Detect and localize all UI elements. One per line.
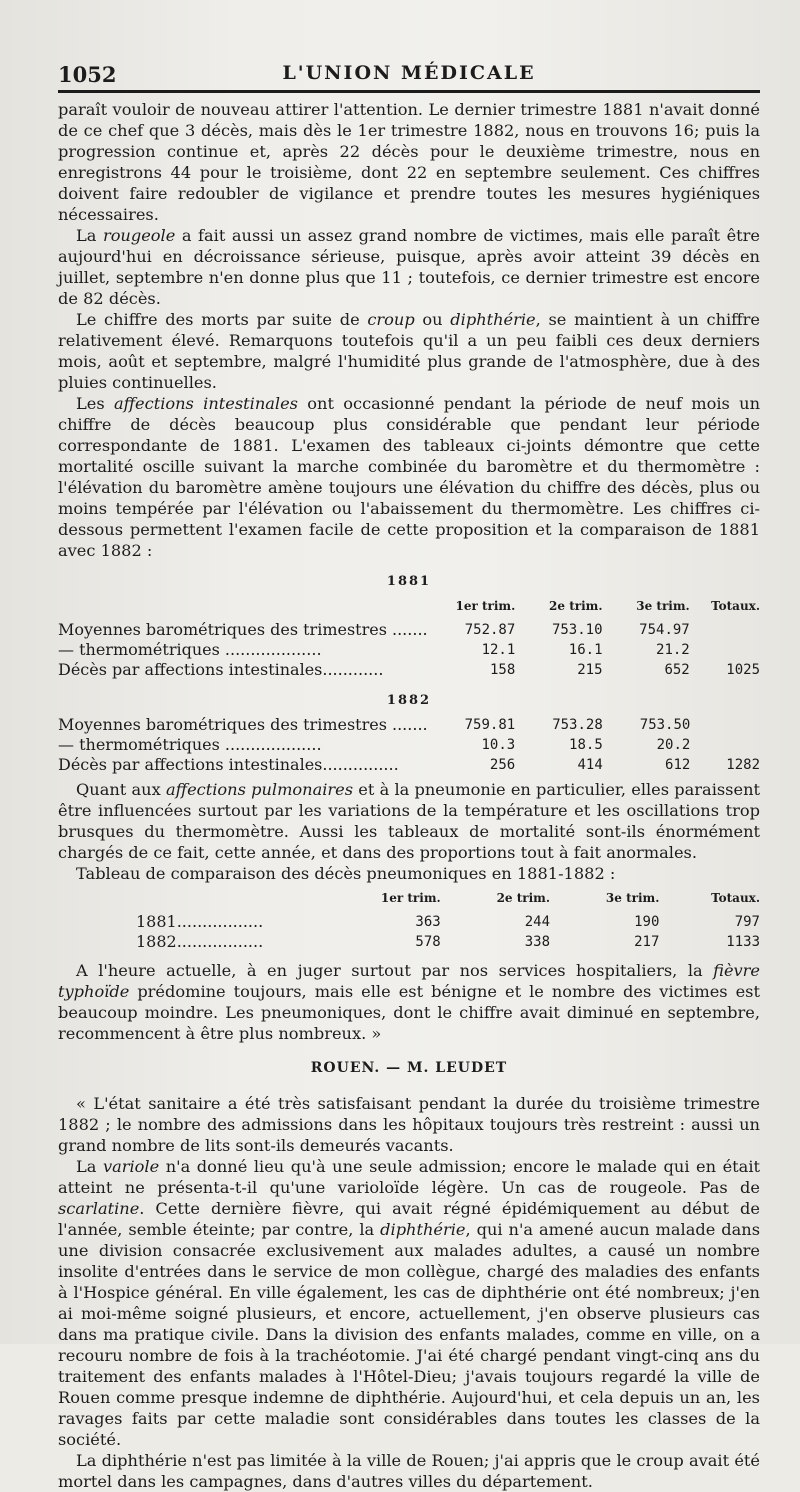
- paragraph-rouen-etat: « L'état sanitaire a été très satisfaisant pendant la durée du troisième trimestre 1882 ; le nombre des admissions dans les hôpitaux toujours très restreint : aussi un grand nombre de lits sont-ils demeurés vacants.: [58, 1094, 760, 1155]
- page-number: 1052: [58, 62, 117, 87]
- cell-value: 752.87: [464, 622, 516, 638]
- row-label: Décès par affections intestinales...............: [58, 755, 399, 774]
- cell-value: 797: [734, 914, 760, 930]
- italic-term: variole: [102, 1157, 160, 1176]
- text-run: n'a donné lieu qu'à une seule admission; encore le malade qui en était atteint ne présenta-t-il qu'une varioloïde légère. Un cas de rougeole. Pas de: [58, 1157, 761, 1197]
- cell-value: 753.50: [639, 717, 691, 733]
- text-run: a fait aussi un assez grand nombre de victimes, mais elle paraît être aujourd'hui en décroissance sérieuse, puisque, après avoir atteint 39 décès en juillet, septembre n'en donne plus que 11 ; toutefois, ce dernier trimestre est encore de 82 décès.: [58, 226, 760, 308]
- text-run: . Cette dernière fièvre, qui avait régné épidémiquement au début de l'année, semble éteinte; par contre, la: [58, 1199, 760, 1239]
- cell-value: 753.10: [551, 622, 603, 638]
- italic-term: fièvre typhoïde: [58, 961, 760, 1001]
- section-heading: ROUEN. — M. LEUDET: [310, 1060, 508, 1076]
- text-run: et à la pneumonie en particulier, elles paraissent être influencées surtout par les variations de la température et les oscillations trop brusques du thermomètre. Aussi les tableaux de mortalité sont-ils énormément chargés de ce fait, cette année, et dans des proportions tout à fait anormales.: [58, 780, 760, 862]
- table-row: [58, 715, 760, 735]
- italic-term: diphthérie: [380, 1220, 466, 1239]
- header-rule: [58, 90, 760, 93]
- table-1881: [58, 596, 760, 680]
- header-cell-empty: [58, 888, 331, 912]
- paragraph-typhoide: [58, 960, 760, 1044]
- text-run: Les: [76, 394, 114, 413]
- cell-value: [690, 640, 760, 660]
- cell-value: 18.5: [569, 737, 603, 753]
- table-header-row: [58, 596, 760, 620]
- header-cell-empty: [58, 596, 428, 620]
- cell-value: 652: [664, 662, 690, 678]
- year-heading-1881: 1881: [386, 574, 432, 589]
- italic-term: diphthérie: [450, 310, 536, 329]
- paragraph-diphtherie-campagnes: La diphthérie n'est pas limitée à la ville de Rouen; j'ai appris que le croup avait été mortel dans les campagnes, dans d'autres villes du département.: [58, 1451, 760, 1491]
- text-run: ont occasionné pendant la période de neuf mois un chiffre de décès beaucoup plus considérable que pendant leur période correspondante de 1881. L'examen des tableaux ci-joints démontre que cette mortalité oscille suivant la marche combinée du baromètre et du thermomètre : l'élévation du baromètre amène toujours une élévation du chiffre des décès, plus ou moins tempérée par l'élévation ou l'abaissement du thermomètre. Les chiffres ci-dessous permettent l'examen facile de cette proposition et la comparaison de 1881 avec 1882 :: [58, 394, 760, 560]
- italic-term: affections pulmonaires: [165, 780, 354, 799]
- running-title: L'UNION MÉDICALE: [282, 62, 536, 84]
- text-run: ou: [414, 310, 451, 329]
- row-label: Décès par affections intestinales............: [58, 660, 384, 679]
- table-1882: [58, 715, 760, 775]
- cell-value: 217: [634, 934, 660, 950]
- header-cell: 1er trim.: [380, 891, 441, 905]
- table-row: [58, 932, 760, 952]
- paragraph-intro: paraît vouloir de nouveau attirer l'attention. Le dernier trimestre 1881 n'avait donné de ce chef que 3 décès, mais dès le 1er trimestre 1882, nous en trouvons 16; puis la progression continue et, après 22 décès pour le deuxième trimestre, nous en enregistrons 44 pour le troisième, dont 22 en septembre seulement. Ces chiffres doivent faire redoubler de vigilance et prendre toutes les mesures hygiéniques nécessaires.: [58, 100, 760, 224]
- cell-value: 338: [524, 934, 551, 950]
- table-row: [58, 640, 760, 660]
- table-row: [58, 912, 760, 932]
- text-run: La: [76, 1157, 103, 1176]
- cell-value: 414: [577, 757, 603, 773]
- italic-term: croup: [367, 310, 415, 329]
- cell-value: [690, 715, 760, 735]
- text-run: A l'heure actuelle, à en juger surtout par nos services hospitaliers, la: [76, 961, 714, 980]
- text-run: prédomine toujours, mais elle est bénigne et le nombre des victimes est beaucoup moindre. Les pneumoniques, dont le chiffre avait diminué en septembre, recommencent à être plus nombreux. »: [58, 982, 760, 1043]
- row-label: Moyennes barométriques des trimestres .......: [58, 620, 428, 639]
- header-cell: Totaux.: [711, 891, 760, 905]
- header-cell: 1er trim.: [455, 599, 516, 613]
- text-run: Le chiffre des morts par suite de: [76, 310, 368, 329]
- paragraph-intestinales: [58, 393, 760, 561]
- cell-value: 759.81: [464, 717, 516, 733]
- header-cell: 3e trim.: [605, 891, 660, 905]
- year-heading-1882: 1882: [386, 693, 432, 708]
- row-label: — thermométriques ...................: [58, 735, 322, 754]
- italic-term: rougeole: [102, 226, 176, 245]
- cell-value: 1133: [726, 934, 760, 950]
- row-label: 1882.................: [136, 932, 264, 951]
- header-cell: Totaux.: [711, 599, 760, 613]
- cell-value: 21.2: [656, 642, 690, 658]
- pneumo-caption: Tableau de comparaison des décès pneumoniques en 1881-1882 :: [76, 864, 616, 883]
- italic-term: scarlatine: [58, 1199, 140, 1218]
- text-run: , se maintient à un chiffre relativement élevé. Remarquons toutefois qu'il a un peu faibli ces deux derniers mois, août et septembre, malgré l'humidité plus grande de l'atmosphère, due à des pluies continuelles.: [58, 310, 760, 392]
- cell-value: 12.1: [481, 642, 516, 658]
- paragraph-rougeole: [58, 225, 760, 309]
- cell-value: 578: [415, 934, 441, 950]
- cell-value: 215: [577, 662, 603, 678]
- paragraph-croup: [58, 309, 760, 393]
- row-label: Moyennes barométriques des trimestres .......: [58, 715, 428, 734]
- cell-value: 244: [524, 914, 551, 930]
- cell-value: 612: [665, 757, 691, 773]
- cell-value: [690, 620, 760, 640]
- cell-value: 753.28: [552, 717, 603, 733]
- paragraph-pulmonaires: [58, 779, 760, 863]
- table-header-row: [58, 888, 760, 912]
- paragraph-variole: [58, 1156, 760, 1450]
- page-header: [58, 52, 760, 86]
- cell-value: 1025: [726, 662, 760, 678]
- cell-value: 1282: [726, 757, 760, 773]
- cell-value: 256: [489, 757, 516, 773]
- header-cell: 2e trim.: [496, 891, 551, 905]
- italic-term: affections intestinales: [113, 394, 298, 413]
- cell-value: 363: [415, 914, 441, 930]
- text-run: La: [76, 226, 103, 245]
- cell-value: 20.2: [656, 737, 691, 753]
- table-row: [58, 735, 760, 755]
- table-row: [58, 755, 760, 775]
- table-row: [58, 620, 760, 640]
- cell-value: 158: [490, 662, 516, 678]
- cell-value: [690, 735, 760, 755]
- row-label: — thermométriques ...................: [58, 640, 322, 659]
- row-label: 1881.................: [136, 912, 264, 931]
- cell-value: 754.97: [639, 622, 690, 638]
- header-cell: 3e trim.: [636, 599, 690, 613]
- header-cell: 2e trim.: [549, 599, 603, 613]
- cell-value: 16.1: [568, 642, 603, 658]
- cell-value: 10.3: [481, 737, 516, 753]
- table-row: [58, 660, 760, 680]
- body-text: [58, 99, 760, 1492]
- text-run: , qui n'a amené aucun malade dans une division consacrée exclusivement aux malades adultes, a causé un nombre insolite d'entrées dans le service de mon collègue, chargé des maladies des enfants à l'Hospice général. En ville également, les cas de diphthérie ont été nombreux; j'en ai moi-même soigné plusieurs, et encore, actuellement, j'en observe plusieurs cas dans ma pratique civile. Dans la division des enfants malades, comme en ville, on a recouru nombre de fois à la trachéotomie. J'ai été chargé pendant vingt-cinq ans du traitement des enfants malades à l'Hôtel-Dieu; j'avais toujours regardé la ville de Rouen comme presque indemne de diphthérie. Aujourd'hui, et cela depuis un an, les ravages faits par cette maladie sont considérables dans toutes les classes de la société.: [58, 1220, 760, 1449]
- table-pneumonie: [58, 888, 760, 952]
- text-run: Quant aux: [76, 780, 166, 799]
- cell-value: 190: [634, 914, 660, 930]
